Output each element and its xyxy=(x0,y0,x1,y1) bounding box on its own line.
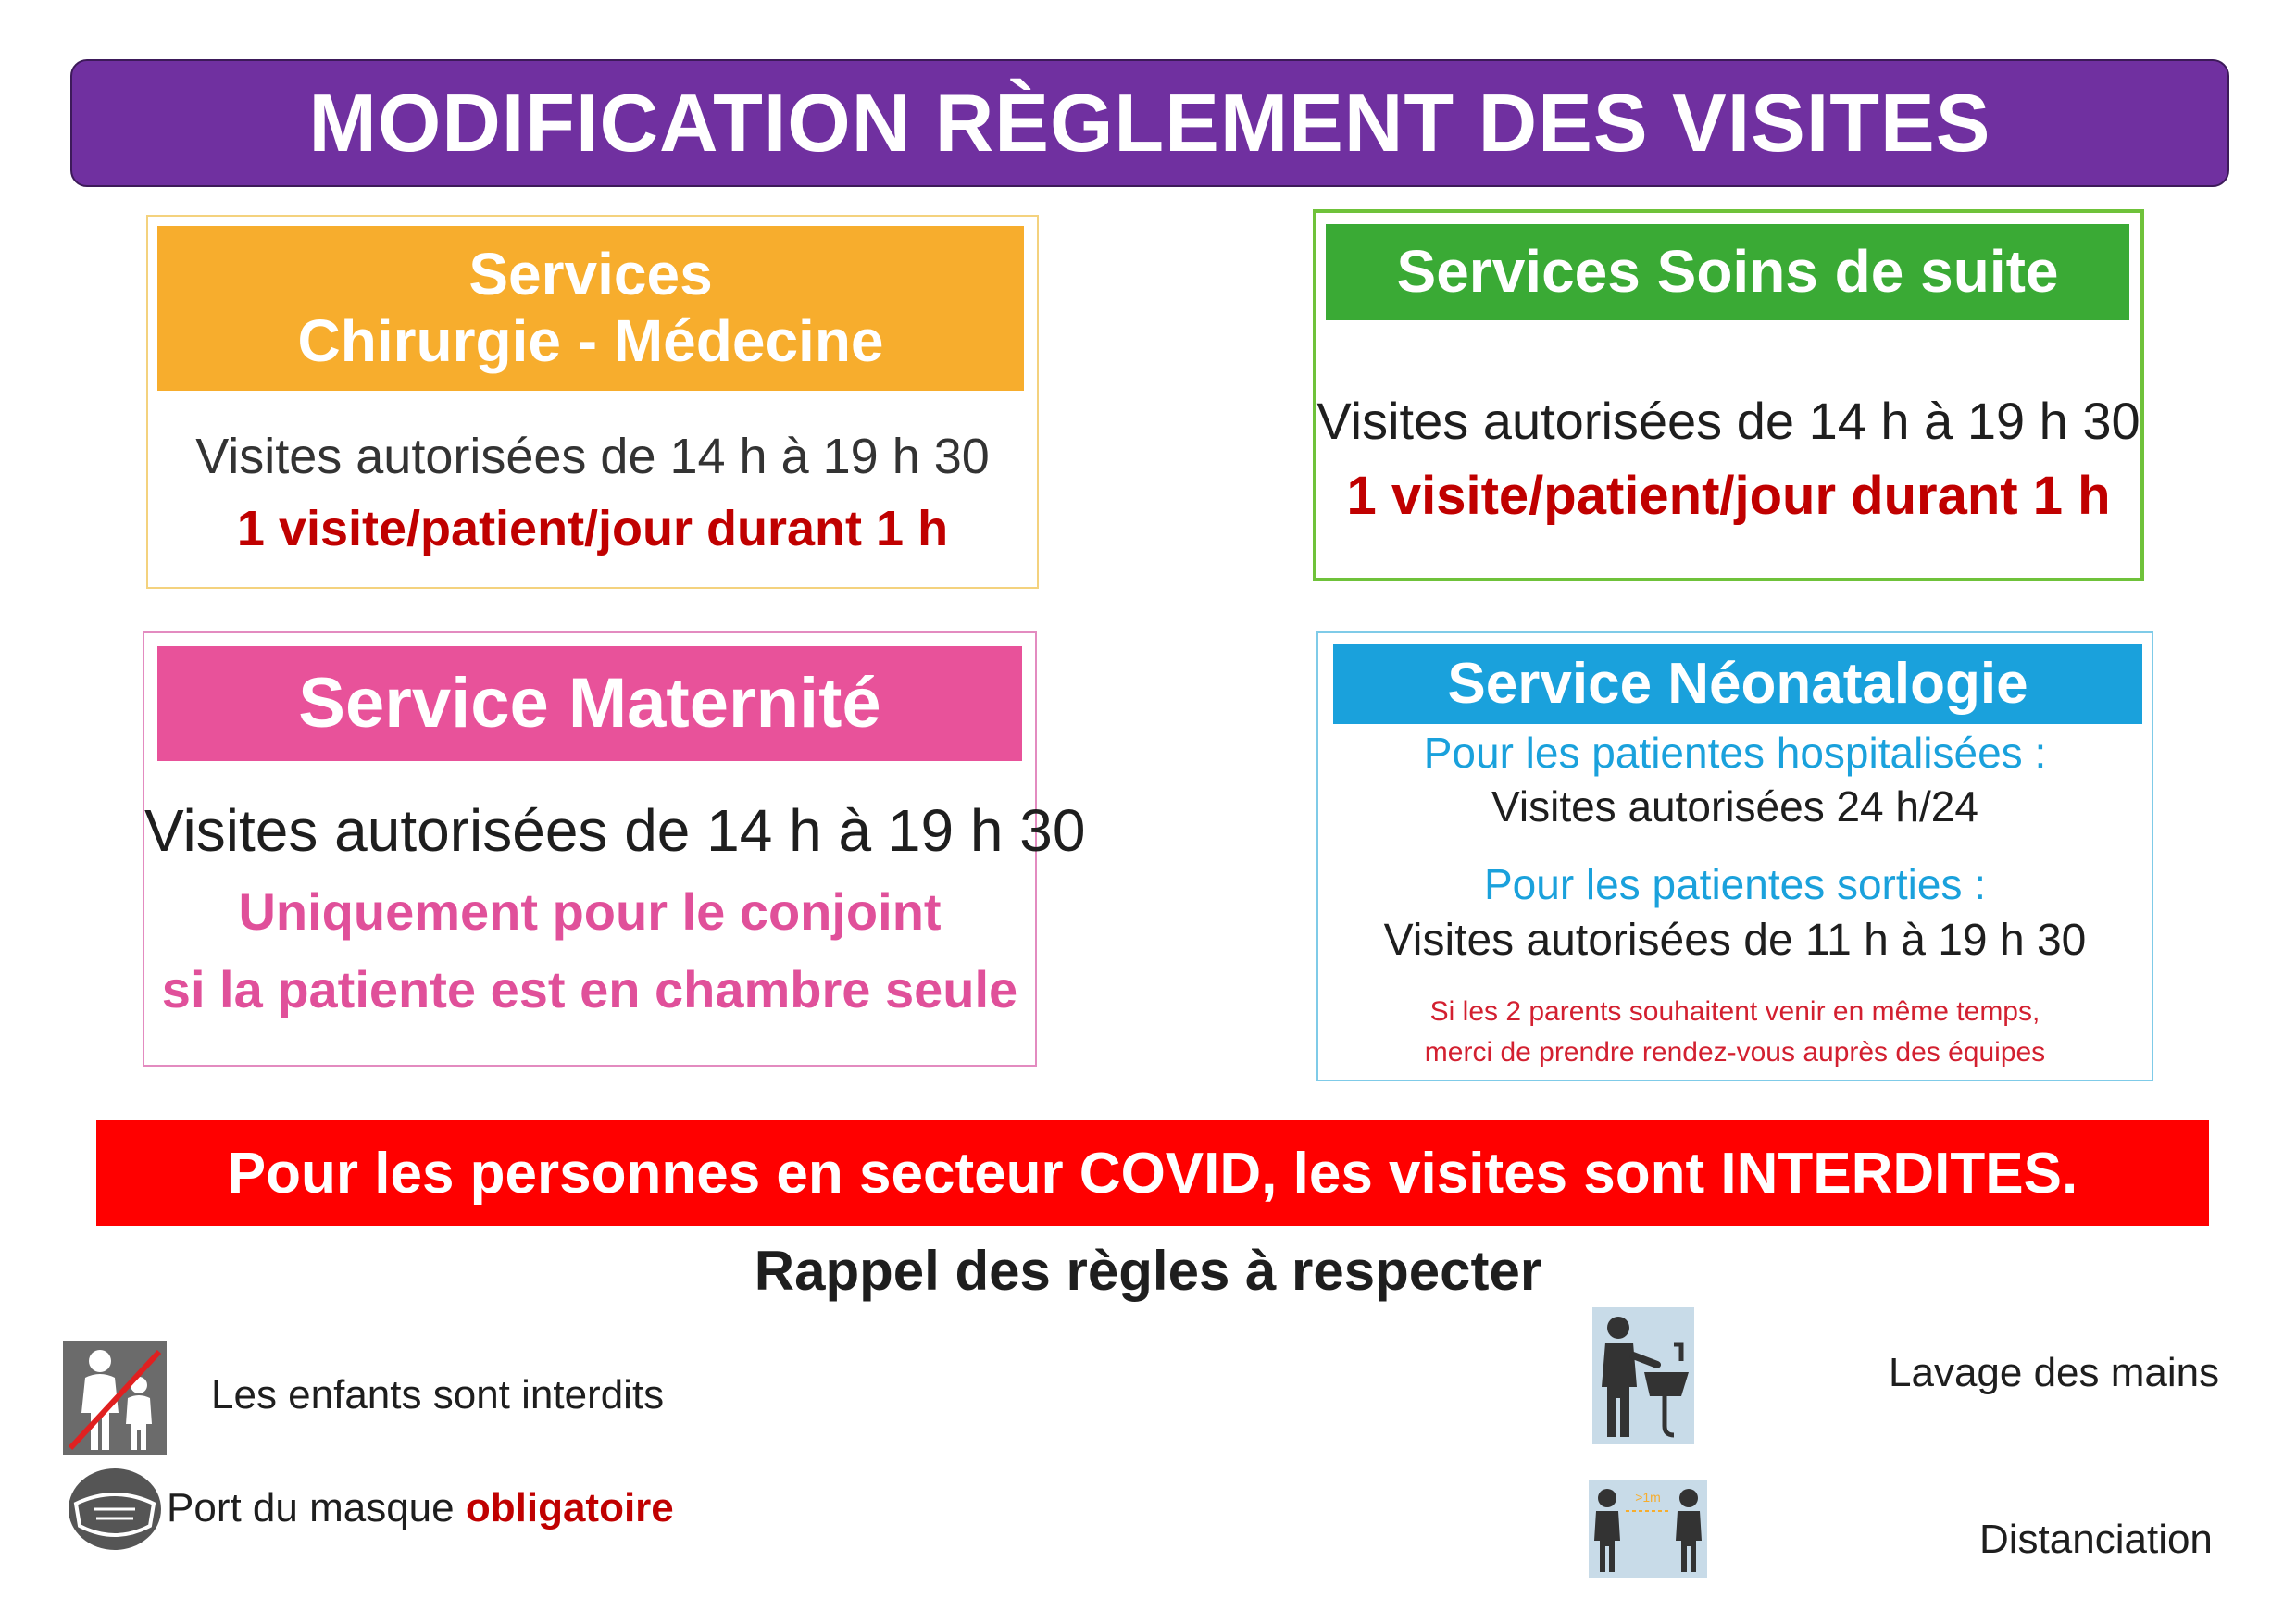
visit-limit: 1 visite/patient/jour durant 1 h xyxy=(236,501,949,556)
visit-condition-line2: si la patiente est en chambre seule xyxy=(161,960,1018,1018)
card-soins-de-suite xyxy=(1313,209,2144,581)
card-header-chirurgie xyxy=(157,226,1024,391)
rule-mask-prefix: Port du masque xyxy=(167,1485,455,1530)
discharged-label: Pour les patientes sorties : xyxy=(1483,860,1987,908)
rule-handwash: Lavage des mains xyxy=(1889,1350,2220,1395)
card-header-text: Service Néonatalogie xyxy=(1447,652,2028,717)
card-header-text: Service Maternité xyxy=(298,664,881,743)
note-line2: merci de prendre rendez-vous auprès des équipes xyxy=(1424,1037,2046,1068)
title-banner xyxy=(70,59,2229,187)
visit-limit: 1 visite/patient/jour durant 1 h xyxy=(1346,466,2111,526)
card-header-maternite xyxy=(157,646,1022,761)
card-maternite xyxy=(143,631,1086,1067)
discharged-hours: Visites autorisées de 11 h à 19 h 30 xyxy=(1383,916,2087,965)
visit-condition-line1: Uniquement pour le conjoint xyxy=(238,882,942,941)
no-children-icon xyxy=(63,1341,167,1455)
rule-distancing: Distanciation xyxy=(1979,1517,2213,1562)
rule-children: Les enfants sont interdits xyxy=(211,1372,665,1418)
visiting-hours: Visites autorisées de 14 h à 19 h 30 xyxy=(195,429,990,484)
distance-label: >1m xyxy=(1635,1490,1661,1505)
rules-heading: Rappel des règles à respecter xyxy=(754,1240,1542,1302)
card-header-suite xyxy=(1326,224,2129,320)
rule-mask xyxy=(167,1485,674,1531)
rule-mask-emphasis: obligatoire xyxy=(465,1485,674,1530)
card-header-line1: Services xyxy=(468,241,713,308)
page-title: MODIFICATION RÈGLEMENT DES VISITES xyxy=(308,77,1991,169)
card-header-line2: Chirurgie - Médecine xyxy=(297,307,884,374)
covid-notice-text: Pour les personnes en secteur COVID, les visites sont INTERDITES. xyxy=(227,1141,2078,1206)
distancing-icon xyxy=(1589,1480,1707,1578)
visiting-hours: Visites autorisées de 14 h à 19 h 30 xyxy=(1316,392,2140,450)
card-header-neo xyxy=(1333,644,2142,724)
note-line1: Si les 2 parents souhaitent venir en même temps, xyxy=(1429,996,2040,1027)
visiting-hours: Visites autorisées de 14 h à 19 h 30 xyxy=(144,797,1086,864)
covid-notice-banner xyxy=(96,1120,2209,1226)
card-header-text: Services Soins de suite xyxy=(1396,238,2059,306)
hospitalized-hours: Visites autorisées 24 h/24 xyxy=(1491,782,1978,831)
card-chirurgie-medecine xyxy=(146,215,1039,589)
handwash-icon xyxy=(1592,1307,1694,1444)
mask-icon xyxy=(67,1467,163,1552)
card-neonatalogie xyxy=(1316,631,2153,1081)
hospitalized-label: Pour les patientes hospitalisées : xyxy=(1423,729,2047,777)
